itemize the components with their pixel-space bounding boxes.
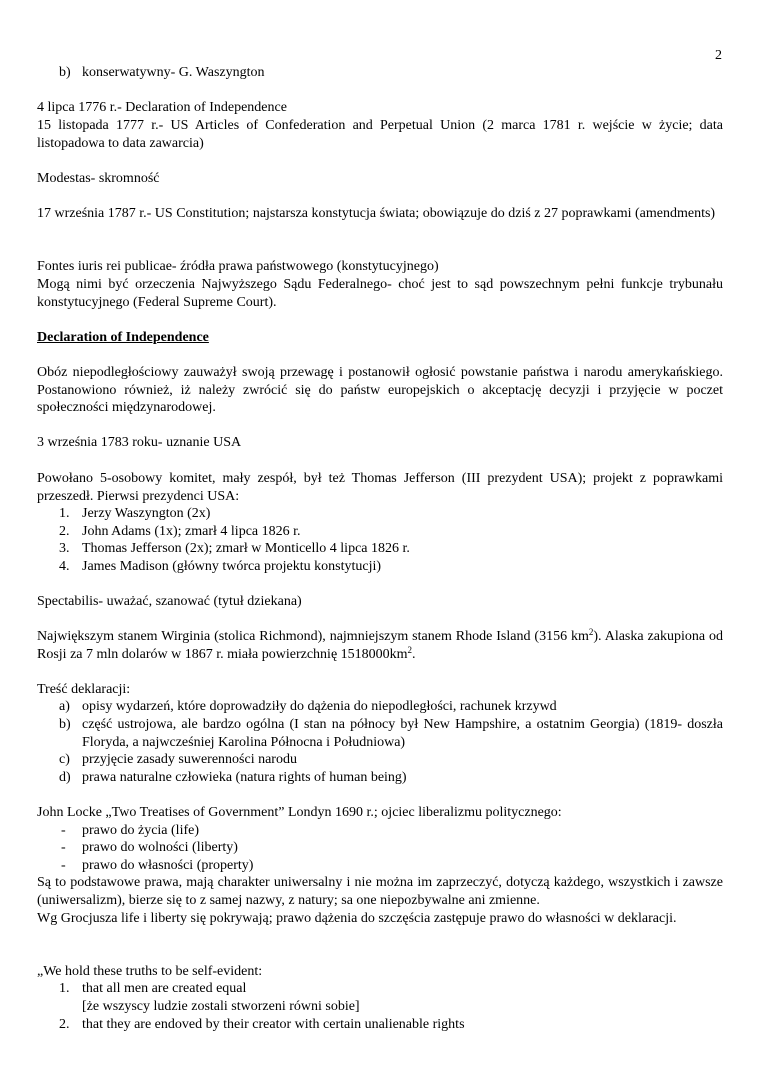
list-item-text: prawo do własności (property) xyxy=(82,858,254,873)
list-marker: 1. xyxy=(59,506,70,521)
oboz-paragraph: Obóz niepodległościowy zauważył swoją przewagę i postanowił ogłosić powstanie państwa i narodu amerykańskiego. Postanowiono również, iż należy zwrócić się do państw europejskich o akceptację decyzji i przyjęcie w poczet społeczności międzynarodowej. xyxy=(37,365,723,416)
grocjusz-paragraph: Wg Grocjusza life i liberty się pokrywają; prawo dążenia do szczęścia zastępuje prawo do własności w deklaracji. xyxy=(37,911,677,926)
modestas-line: Modestas- skromność xyxy=(37,171,160,186)
list-item-text: James Madison (główny twórca projektu konstytucji) xyxy=(82,559,382,574)
podstawowe-paragraph: Są to podstawowe prawa, mają charakter uniwersalny i nie można im zaprzeczyć, dotyczą każdego, wszystkich i zawsze (uniwersalizm), bierze się to z samej nazwy, z natury; sa one niepozbywalne ani zmienne. xyxy=(37,875,723,908)
list-marker: c) xyxy=(59,752,70,767)
list-marker: 2. xyxy=(59,1017,70,1032)
constitution-paragraph: 17 września 1787 r.- US Constitution; najstarsza konstytucja świata; obowiązuje do dziś z 27 poprawkami (amendments) xyxy=(37,206,716,221)
spectabilis-line: Spectabilis- uważać, szanować (tytuł dziekana) xyxy=(37,594,302,609)
date-articles: 15 listopada 1777 r.- US Articles of Confederation and Perpetual Union (2 marca 1781 r. wejście w życie; data listopadowa to data zawarcia) xyxy=(37,118,723,151)
list-item-text: konserwatywny- G. Waszyngton xyxy=(82,65,265,80)
uznanie-line: 3 września 1783 roku- uznanie USA xyxy=(37,435,242,450)
list-marker: b) xyxy=(59,65,71,80)
list-marker: 1. xyxy=(59,981,70,996)
wirginia-text-2: ). Alaska zakupiona od Rosji za 7 mln dolarów w 1867 r. miała powierzchnię 1518000km xyxy=(37,629,723,662)
quote-intro: „We hold these truths to be self-evident: xyxy=(37,964,263,979)
list-item-text: Thomas Jefferson (2x); zmarł w Monticello 4 lipca 1826 r. xyxy=(82,541,410,556)
date-declaration: 4 lipca 1776 r.- Declaration of Independence xyxy=(37,100,287,115)
wirginia-text-1: Największym stanem Wirginia (stolica Richmond), najmniejszym stanem Rhode Island (3156 km xyxy=(37,629,589,644)
wirginia-paragraph xyxy=(37,628,723,663)
list-item-text: John Adams (1x); zmarł 4 lipca 1826 r. xyxy=(82,524,301,539)
locke-line: John Locke „Two Treatises of Government” Londyn 1690 r.; ojciec liberalizmu politycznego: xyxy=(37,805,562,820)
page-number: 2 xyxy=(715,48,722,63)
list-item-text: that they are endoved by their creator with certain unalienable rights xyxy=(82,1017,465,1032)
orzeczenia-paragraph: Mogą nimi być orzeczenia Najwyższego Sądu Federalnego- choć jest to sąd powszechnym pełni funkcje trybunału konstytucyjnego (Federal Supreme Court). xyxy=(37,277,723,310)
list-item-text: prawa naturalne człowieka (natura rights of human being) xyxy=(82,770,407,785)
list-marker: - xyxy=(61,840,66,855)
list-item-text: Jerzy Waszyngton (2x) xyxy=(82,506,211,521)
list-marker: d) xyxy=(59,770,71,785)
list-marker: a) xyxy=(59,699,70,714)
list-item-text: część ustrojowa, ale bardzo ogólna (I stan na północy był New Hampshire, a ostatnim Georgia) (1819- doszła Floryda, a najwcześniej Karolina Północna i Południowa) xyxy=(82,717,723,750)
list-marker: 2. xyxy=(59,524,70,539)
list-marker: - xyxy=(61,858,66,873)
tresc-label: Treść deklaracji: xyxy=(37,682,131,697)
list-item-text: [że wszyscy ludzie zostali stworzeni równi sobie] xyxy=(82,999,360,1014)
list-item-text: przyjęcie zasady suwerenności narodu xyxy=(82,752,297,767)
list-marker: 3. xyxy=(59,541,70,556)
wirginia-text-3: . xyxy=(412,646,416,662)
superscript: 2 xyxy=(588,627,594,637)
fontes-line: Fontes iuris rei publicae- źródła prawa państwowego (konstytucyjnego) xyxy=(37,259,439,274)
komitet-paragraph: Powołano 5-osobowy komitet, mały zespół, był też Thomas Jefferson (III prezydent USA); projekt z poprawkami przeszedł. Pierwsi prezydenci USA: xyxy=(37,471,723,504)
list-item-text: that all men are created equal xyxy=(82,981,247,996)
list-marker: - xyxy=(61,823,66,838)
list-item-text: prawo do życia (life) xyxy=(82,823,199,838)
section-heading: Declaration of Independence xyxy=(37,330,209,345)
superscript: 2 xyxy=(407,644,413,655)
list-item-text: opisy wydarzeń, które doprowadziły do dążenia do niepodległości, rachunek krzywd xyxy=(82,699,557,714)
list-item-text: prawo do wolności (liberty) xyxy=(82,840,238,855)
list-marker: 4. xyxy=(59,559,70,574)
list-marker: b) xyxy=(59,717,71,732)
